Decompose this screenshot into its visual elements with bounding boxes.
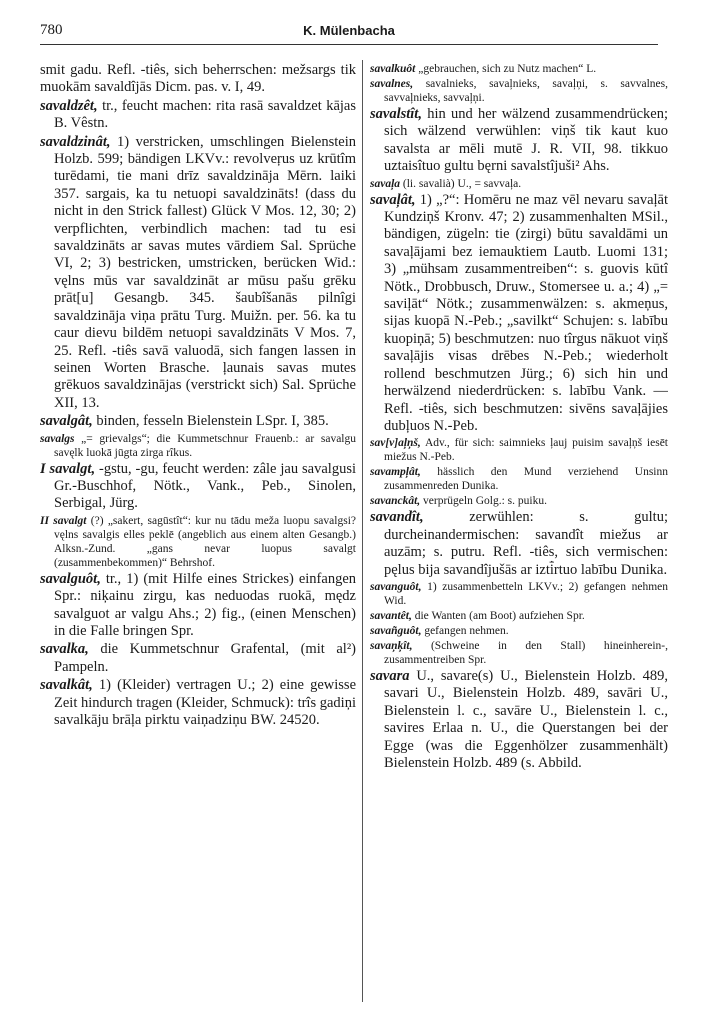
headword: savandît,	[370, 509, 424, 526]
running-title: K. Mülenbacha	[303, 23, 395, 38]
headword: savalkât,	[40, 677, 93, 694]
dictionary-entry	[40, 432, 356, 460]
headword: savantêt,	[370, 609, 412, 622]
dictionary-entry	[370, 62, 668, 76]
dictionary-entry	[40, 641, 356, 676]
dictionary-entry	[370, 494, 668, 508]
entry-text: „gebrauchen, sich zu Nutz machen“ L.	[415, 63, 597, 75]
entry-text: „= grievalgs“; die Kummetschnur Frauenb.: ar savalgu savęlk luokā jūgta zirga rîkus.	[54, 432, 356, 459]
dictionary-entry	[370, 624, 668, 638]
entry-text: gefangen nehmen.	[421, 624, 509, 637]
headword: savanckât,	[370, 495, 421, 508]
headword: savalstît,	[370, 106, 422, 122]
headword: savalnes,	[370, 78, 414, 90]
entry-text: zerwühlen: s. gultu; durcheinandermischen: savandît miežus ar auzām; s. putru. Refl. -tiês, sich vermischen: pęlus bija savandîjušās ar izti̇̄rtuo labību Dunika.	[384, 509, 668, 578]
entry-text: 1) zusammenbetteln LKVv.; 2) gefangen nehmen Wid.	[384, 580, 668, 607]
dictionary-entry	[40, 514, 356, 570]
headword: savaļât,	[370, 191, 416, 208]
dictionary-entry	[40, 677, 356, 729]
entry-text: Adv., für sich: saimnieks ļauj puisim savaļņš iesēt miežus N.-Peb.	[384, 437, 668, 464]
entry-text: binden, fesseln Bielenstein LSpr. I, 385.	[92, 413, 329, 430]
dictionary-entry	[370, 465, 668, 493]
dictionary-entry	[370, 668, 668, 772]
column-divider	[362, 60, 363, 1002]
dictionary-entry	[40, 98, 356, 133]
entry-text: die Wanten (am Boot) aufziehen Spr.	[411, 609, 585, 622]
entry-text: U., savare(s) U., Bielenstein Holzb. 489, savari U., Bielenstein Holzb. 489, savāri U., Bielenstein l. c., savāre U., Bielenstein l. c., savires Erlaa n. U., die Querstangen bei der Egge (was die Eggenhölzer zusammenhält) Bielenstein Holzb. 489 (s. Abbild.	[384, 667, 668, 771]
dictionary-entry	[370, 192, 668, 436]
entry-continuation	[40, 62, 356, 97]
page-header	[40, 22, 658, 45]
headword: savampļât,	[370, 466, 421, 479]
entry-text: tr., feucht machen: rita rasā savaldzet kājas B. Vêstn.	[54, 97, 356, 132]
headword: savalguôt,	[40, 570, 101, 587]
dictionary-entry	[40, 571, 356, 641]
entry-text: savalnieks, savaļnieks, savaļņi, s. savvalnes, savvaļnieks, savvaļņi.	[384, 78, 668, 104]
headword: savanguôt,	[370, 580, 422, 593]
headword: savalgât,	[40, 413, 93, 430]
headword: savaldzinât,	[40, 133, 111, 150]
dictionary-entry	[370, 106, 668, 176]
headword: savaņķît,	[370, 639, 413, 652]
headword: savaļa	[370, 177, 401, 190]
entry-text: -gstu, -gu, feucht werden: zâle jau savalgusi Gr.-Buschhof, Nötk., Vank., Peb., Sinolen, Serbigal, Jürg.	[54, 460, 356, 512]
entry-text: 1) (Kleider) vertragen U.; 2) eine gewisse Zeit hindurch tragen (Kleider, Schmuck): trîs gadiņi savalkāju brāļa pirktu vaiņadziņu BW. 24520.	[54, 677, 356, 728]
entry-text: verprügeln Golg.: s. puiku.	[420, 495, 547, 508]
headword: II savalgt	[40, 514, 87, 527]
entry-text: (?) „sakert, sagūstît“: kur nu tādu meža luopu savalgsi? vęlns savalgis elles peklē (angeblich aus einem alten Gesangb.) Alksn.-Zund. „gans nevar luopus savalgt (zusammenbekommen)“ Behrshof.	[54, 514, 356, 569]
headword: savalkuôt	[370, 63, 416, 75]
entry-text: (li. savalià) U., = savvaļa.	[400, 177, 522, 190]
entry-text: smit gadu. Refl. -tiês, sich beherrschen: mežsargs tik muokām savaldîjās Dicm. pas. v. I, 49.	[40, 62, 356, 96]
headword: savalgs	[40, 432, 75, 445]
entry-text: (Schweine in den Stall) hineinherein-, zusammentreiben Spr.	[384, 639, 668, 666]
dictionary-entry	[40, 134, 356, 413]
headword: savaldzêt,	[40, 97, 98, 114]
entry-text: hin und her wälzend zusammendrücken; sich wälzend verwühlen: viņš tik kaut kuo savalsta ar mēli mutē J. R. VII, 98. tikkuo uztaisîtuo gultu bęrni savalstîjuši² Ahs.	[384, 106, 668, 175]
dictionary-entry	[40, 413, 356, 430]
entry-text: die Kummetschnur Grafental, (mit al²) Pampeln.	[54, 641, 356, 675]
headword: I savalgt,	[40, 460, 96, 477]
left-column	[40, 62, 356, 997]
dictionary-entry	[370, 580, 668, 608]
entry-text: hässlich den Mund verziehend Unsinn zusammenreden Dunika.	[384, 466, 668, 493]
headword: savalka,	[40, 641, 89, 658]
right-column	[370, 62, 668, 997]
entry-text: tr., 1) (mit Hilfe eines Strickes) einfangen Spr.: niķainu zirgu, kas neduodas ruokā, mędz savalguot ar valgu Ahs.; 2) fig., (einen Menschen) in die Falle bringen Spr.	[54, 570, 356, 639]
dictionary-entry	[370, 639, 668, 667]
dictionary-entry	[40, 461, 356, 513]
dictionary-entry	[370, 609, 668, 623]
headword: savara	[370, 667, 410, 684]
entry-text: 1) verstricken, umschlingen Bielenstein Holzb. 599; bändigen LKVv.: revolveŗus uz krūtîm turēdami, tie mani drīz savaldzināja Mērn. laiki 357. sargais, ka tu netuopi savaldzināts! (dass du nicht in den Strick fallest) Glück V Mos. 12, 30; 2) verpflichten, verbindlich machen: tad tu esi savaldzināts ar savas mutes vārdiem Sal. Sprüche VI, 2; 3) bestricken, umstricken, berücken Wid.: vęlns mūs var savaldzināt ar mūsu pašu grēku prāt[u] Gesangb. 345. šaubîšanās pilnîgi savaldzināja viņa prātu Turg. Muižn. per. 56. ka tu caur dievu bildēm netuopi savaldzināts V Mos. 7, 25. Refl. -tiês savā valuodā, sich fangen lassen in seinen Worten Brasche. ļaunais savas mutes grēkuos savaldzinājas (verstrickt sich) Sal. Sprüche XII, 13.	[54, 133, 356, 411]
dictionary-entry	[370, 509, 668, 579]
headword: sav[v]aļņš,	[370, 437, 421, 450]
entry-text: 1) „?“: Homēru ne maz vēl nevaru savaļāt Kundziņš Kronv. 47; 2) zusammenhalten MSil., bändigen, zügeln: tie (zirgi) būtu savaldāmi un savaļājami bez iemauktiem Lautb. Luomi 131; 3) „mühsam zusammentreiben“: s. guovis kūtî Nötk., Drobbusch, Druw., Stomersee u. a.; 4) „= saviļāt“ Nötk.; zusammenwälzen: s. akmeņus, sijas kuopā N.-Peb.; „savilkt“ Schujen: s. labību kuopiņā; 5) beschmutzen: nuo tîrgus nākuot viņš savaļājis visas drēbes N.-Peb.; wiederholt rollend beschmutzen Jürg.; 6) sich hin und herwälzend niederdrücken: s. labību Vank. — Refl. -tiês, sich beschmutzen: sivēns savaļājies dubļuos N.-Peb.	[384, 191, 668, 434]
dictionary-entry	[370, 77, 668, 105]
page-number: 780	[40, 22, 63, 38]
headword: savañguôt,	[370, 624, 422, 637]
dictionary-entry	[370, 436, 668, 464]
dictionary-entry	[370, 177, 668, 191]
